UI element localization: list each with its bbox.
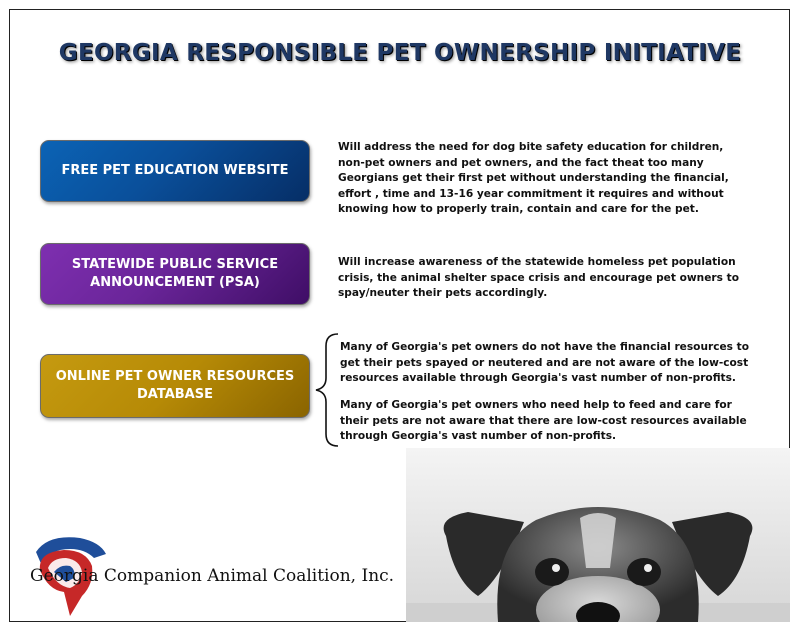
psa-description: Will increase awareness of the statewide homeless pet population crisis, the animal shelter space crisis and encourage pet owners to spay/neuter their pets accordingly. xyxy=(338,256,739,299)
resources-description-financial: Many of Georgia's pet owners do not have the financial resources to get their pets spayed or neutered and are not aware of the low-cost resources available through Georgia's vast number of non-profits. xyxy=(340,341,750,384)
page-title: GEORGIA RESPONSIBLE PET OWNERSHIP INITIATIVE xyxy=(58,40,742,66)
curly-brace-icon xyxy=(312,332,342,448)
box-label: STATEWIDE PUBLIC SERVICE ANNOUNCEMENT (PSA) xyxy=(71,257,279,290)
organization-name: Georgia Companion Animal Coalition, Inc. xyxy=(30,566,395,586)
free-pet-education-website-box xyxy=(40,140,310,202)
psa-box xyxy=(40,243,310,305)
education-website-description: Will address the need for dog bite safety education for children, non-pet owners and pet owners, and the fact theat too many Georgians get their first pet without understanding the financial, effort , time and 13-16 year commitment it requires and without knowing how to properly train, contain and care for the pet. xyxy=(338,141,729,215)
resources-description-feeding: Many of Georgia's pet owners who need help to feed and care for their pets are not aware that there are low-cost resources available through Georgia's vast number of non-profits. xyxy=(340,399,747,442)
resources-database-box xyxy=(40,354,310,418)
dog-photo xyxy=(406,448,790,622)
box-label: ONLINE PET OWNER RESOURCES DATABASE xyxy=(55,369,295,402)
box-label: FREE PET EDUCATION WEBSITE xyxy=(61,163,289,178)
